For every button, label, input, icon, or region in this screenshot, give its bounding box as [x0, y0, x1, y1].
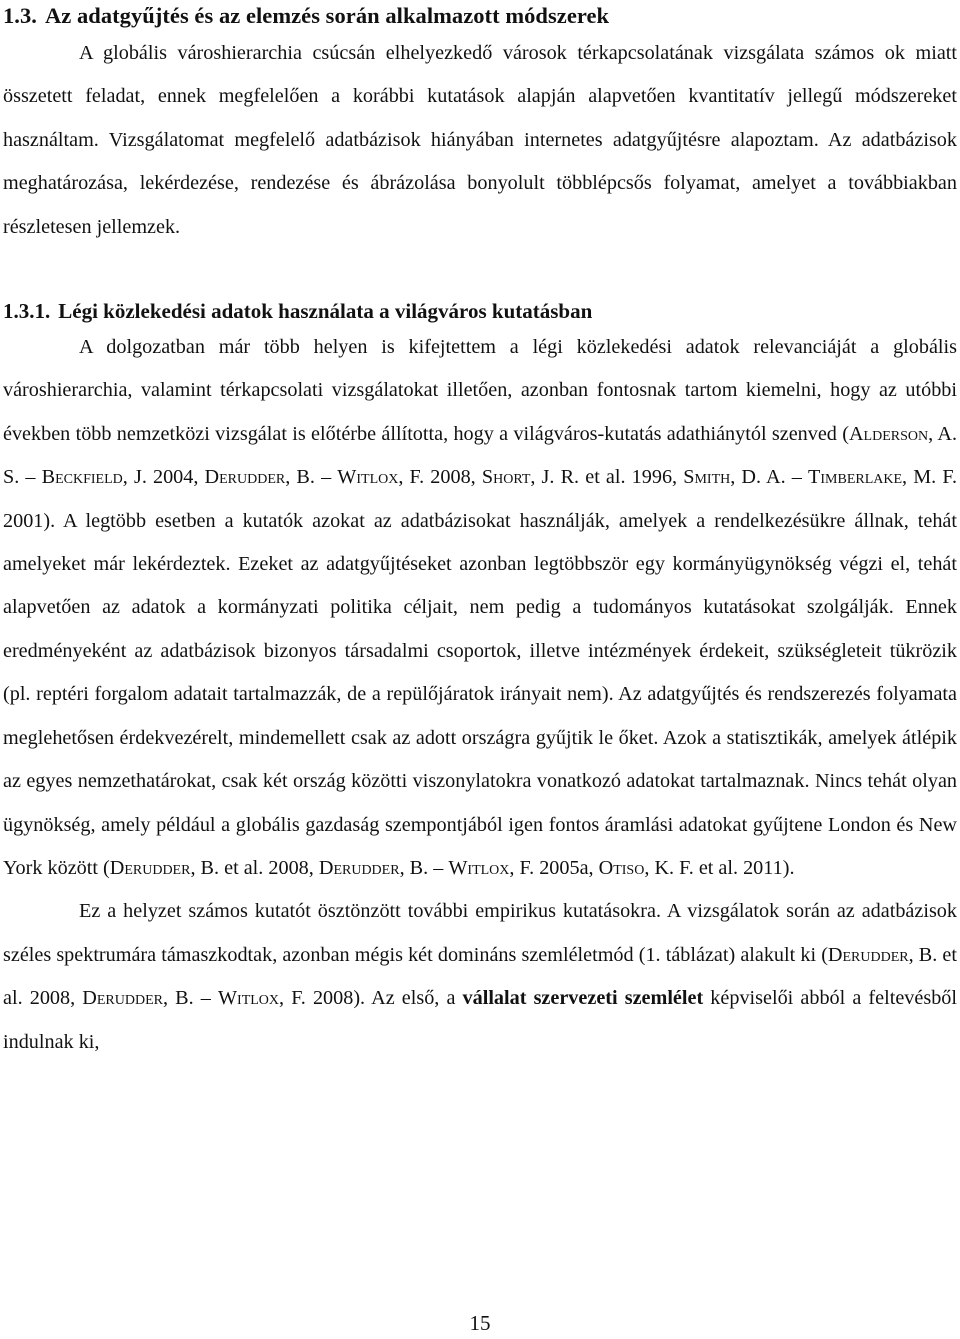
author-name: Derudder — [109, 856, 191, 879]
text-run: , B. et al. 2008, — [190, 856, 319, 879]
author-name: Witlox — [448, 856, 510, 879]
author-name: Smith — [683, 466, 731, 489]
text-run: , A. S. – — [3, 422, 957, 489]
text-run: , M. F. 2001). A legtöbb esetben a kutatók azokat az adatbázisokat használják, amelyek a rendelkezésükre állnak, tehát amelyeket már lekérdeztek. Ezeket az adatgyűjtéseket azonban legtöbbször egy kormányügynökség végzi el, tehát alapvetően az adatok a kormányzati politika céljait, nem pedig a tudományos kutatásokat szolgálják. Ennek eredményeként az adatbázisok bizonyos társadalmi csoportok, illetve intézmények érdekeit, szükségleteit tükrözik (pl. reptéri forgalom adatait tartalmazzák, de a repülőjáratok irányait nem). Az adatgyűjtés és rendszerezés folyamata meglehetősen érdekvezérelt, mindemellett csak az adott országra gyűjtik le őket. Azok a statisztikák, amelyek átlépik az egyes nemzethatárokat, csak két ország közötti viszonylatokra vonatkozó adatokat tartalmaznak. Nincs tehát olyan ügynökség, amely például a globális gazdaság szempontjából igen fontos áramlási adatokat gyűjtene London és New York között ( — [3, 466, 958, 879]
text-run: , J. R. et al. 1996, — [530, 466, 684, 489]
text-run: , B. – — [162, 987, 218, 1010]
document-page — [3, 0, 957, 1339]
author-name: Derudder — [318, 856, 400, 879]
text-run: , B. – — [285, 466, 338, 489]
intro-paragraph: A globális városhierarchia csúcsán elhelyezkedő városok térkapcsolatának vizsgálata számos ok miatt összetett feladat, ennek megfelelően a korábbi kutatások alapján alapvetően kvantitatív jellegű módszereket használtam. Vizsgálatomat megfelelő adatbázisok hiányában internetes adatgyűjtésre alapoztam. Az adatbázisok meghatározása, lekérdezése, rendezése és ábrázolása bonyolult többlépcsős folyamat, amelyet a továbbiakban részletesen jellemzek. — [3, 42, 957, 238]
text-run: képviselői abból a feltevésből indulnak ki, — [3, 987, 958, 1053]
text-run: A dolgozatban már több helyen is kifejtettem a légi közlekedési adatok relevanciáját a globális városhierarchia, valamint térkapcsolati vizsgálatokat illetően, azonban fontosnak tartom kiemelni, hogy az utóbbi években több nemzetközi vizsgálat is előtérbe állította, hogy a világváros-kutatás adathiánytól szenved ( — [3, 336, 957, 445]
author-name: Derudder — [204, 466, 286, 489]
text-run: , K. F. et al. 2011). — [644, 856, 795, 879]
author-name: Beckfield — [41, 466, 123, 489]
section-number: 1.3. — [3, 3, 37, 28]
subsection-title: Légi közlekedési adatok használata a világváros kutatásban — [58, 299, 593, 324]
text-run: , F. 2005a, — [509, 856, 599, 879]
approaches-paragraph — [3, 890, 957, 1064]
emphasized-term: vállalat szervezeti szemlélet — [462, 987, 704, 1010]
author-name: Witlox — [217, 987, 280, 1010]
author-name: Timberlake — [808, 466, 903, 489]
section-title: Az adatgyűjtés és az elemzés során alkalmazott módszerek — [44, 3, 610, 28]
text-run: , B. et al. 2008, — [3, 943, 957, 1010]
author-name: Otiso — [598, 856, 645, 879]
subsection-heading — [3, 249, 957, 325]
text-run: , B. – — [399, 856, 449, 879]
page-number: 15 — [469, 1311, 491, 1335]
subsection-number: 1.3.1. — [3, 299, 51, 324]
author-name: Derudder — [82, 987, 163, 1010]
text-run: , D. A. – — [730, 466, 809, 489]
author-name: Short — [481, 466, 531, 489]
section-heading — [3, 0, 957, 30]
text-run: , J. 2004, — [122, 466, 205, 489]
author-name: Alderson — [848, 422, 929, 445]
text-run: Ez a helyzet számos kutatót ösztönzött további empirikus kutatásokra. A vizsgálatok során az adatbázisok széles spektrumára támaszkodtak, azonban mégis két domináns szemléletmód (1. táblázat) alakult ki ( — [3, 900, 957, 966]
air-transport-paragraph — [3, 326, 957, 890]
author-name: Witlox — [337, 466, 399, 489]
author-name: Derudder — [827, 943, 909, 966]
text-run: , F. 2008, — [398, 466, 482, 489]
text-run: , F. 2008). Az első, a — [279, 987, 463, 1010]
